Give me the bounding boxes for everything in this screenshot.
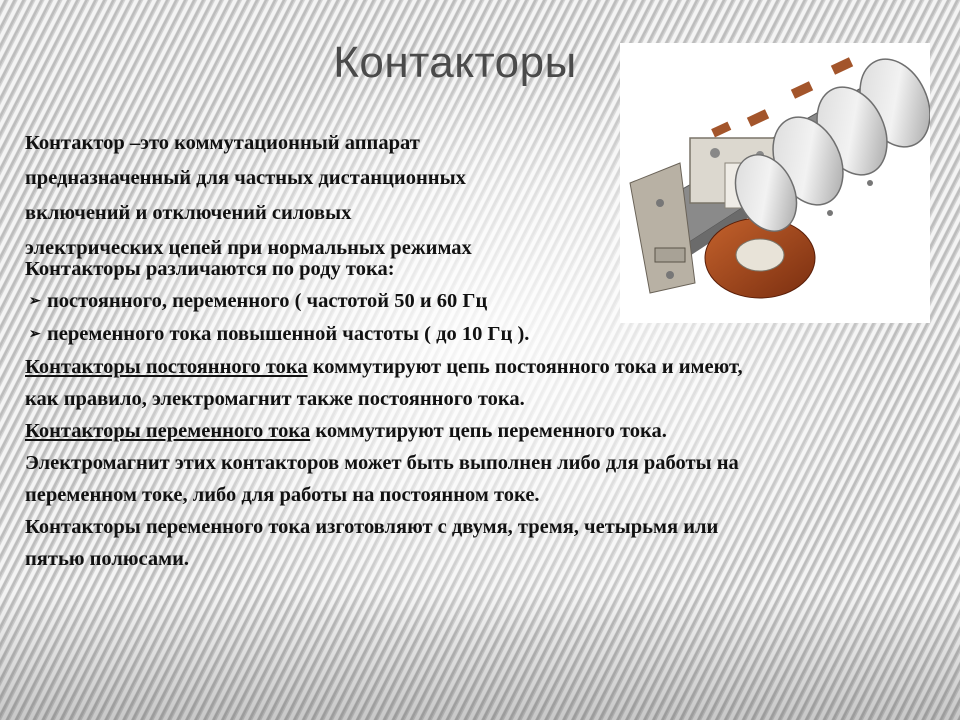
arrow-bullet-icon: ➢	[29, 294, 41, 309]
slide-title: Контакторы	[333, 38, 577, 87]
dc-paragraph-line	[25, 351, 955, 383]
definition-line: предназначенный для частных дистанционных	[25, 167, 466, 189]
definition-paragraph	[25, 126, 955, 266]
ac-paragraph-rest: коммутируют цепь переменного тока.	[310, 420, 667, 442]
poles-paragraph-line: пятью полюсами.	[25, 548, 190, 570]
definition-line: электрических цепей при нормальных режимах	[25, 237, 472, 259]
poles-paragraph-line: Контакторы переменного тока изготовляют с двумя, тремя, четырьмя или	[25, 516, 719, 538]
dc-paragraph-line: как правило, электромагнит также постоянного тока.	[25, 388, 525, 410]
ac-paragraph-line: Электромагнит этих контакторов может быть выполнен либо для работы на	[25, 452, 739, 474]
dc-contactors-term: Контакторы постоянного тока	[25, 356, 308, 378]
ac-paragraph-line	[25, 415, 955, 447]
definition-line: Контактор –это коммутационный аппарат	[25, 132, 420, 154]
arrow-bullet-icon: ➢	[29, 327, 41, 342]
dc-paragraph-rest: коммутируют цепь постоянного тока и имеют,	[307, 356, 743, 378]
types-heading: Контакторы различаются по роду тока:	[25, 258, 395, 280]
ac-contactors-term: Контакторы переменного тока	[25, 420, 311, 442]
ac-paragraph-line: переменном токе, либо для работы на постоянном токе.	[25, 484, 540, 506]
definition-line: включений и отключений силовых	[25, 202, 352, 224]
bullet-item	[25, 318, 955, 351]
bullet-item	[25, 285, 955, 318]
body-text	[25, 253, 955, 575]
bullet-text: переменного тока повышенной частоты ( до 10 Гц ).	[47, 323, 530, 345]
bullet-text: постоянного, переменного ( частотой 50 и 60 Гц	[47, 290, 488, 312]
